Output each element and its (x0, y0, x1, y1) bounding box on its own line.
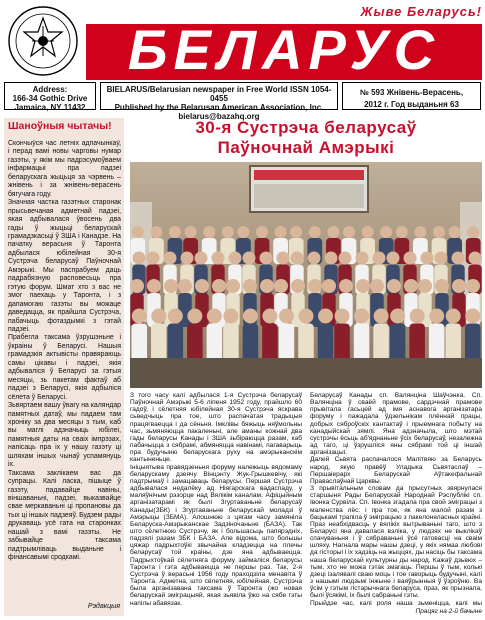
person-head (452, 252, 465, 265)
person-head (356, 279, 370, 293)
person-head (164, 252, 177, 265)
person-head (203, 226, 215, 238)
person-head (465, 309, 480, 324)
person-head (390, 309, 405, 324)
continued-note: Працяг на 2-й бачыне (415, 608, 482, 615)
person-head (279, 309, 294, 324)
person-head (404, 252, 417, 265)
person-figure (223, 324, 239, 364)
person-head (207, 309, 222, 324)
person-head (466, 279, 480, 293)
person-head (449, 226, 461, 238)
person-head (322, 279, 336, 293)
person-head (195, 252, 208, 265)
person-head (151, 309, 166, 324)
person-head (354, 309, 369, 324)
publication-box (100, 82, 338, 121)
person-figure (373, 324, 389, 364)
address-city: Jamaica, NY 11432 (14, 103, 86, 112)
person-head (132, 309, 147, 324)
person-head (256, 226, 268, 238)
person-head (309, 226, 321, 238)
group-photo (130, 162, 482, 388)
person-head (243, 252, 256, 265)
person-head (212, 279, 226, 293)
person-head (132, 226, 144, 238)
person-head (260, 279, 274, 293)
person-head (226, 279, 240, 293)
person-figure (334, 324, 350, 364)
person-head (421, 252, 434, 265)
person-head (262, 309, 277, 324)
address-street: 166-34 Gothic Drive (12, 94, 88, 103)
person-head (195, 279, 209, 293)
person-figure (243, 324, 259, 364)
person-head (327, 226, 339, 238)
person-head (435, 252, 448, 265)
person-head (335, 309, 350, 324)
person-head (308, 252, 321, 265)
person-head (446, 309, 461, 324)
article-headline (130, 118, 482, 158)
person-head (356, 252, 369, 265)
person-head (133, 252, 146, 265)
person-head (418, 279, 432, 293)
person-figure (318, 324, 334, 364)
person-head (222, 226, 234, 238)
person-figure (262, 324, 278, 364)
person-head (237, 226, 249, 238)
person-head (362, 226, 374, 238)
person-head (308, 279, 322, 293)
person-head (275, 226, 287, 238)
person-figure (409, 324, 425, 364)
publication-publisher: Published by the Belarusan American Association, Inc. (114, 103, 324, 112)
person-head (187, 309, 202, 324)
person-head (299, 309, 314, 324)
person-head (429, 309, 444, 324)
person-figure (465, 324, 481, 364)
sidebar-body: Скончыўся час летніх адпачынкаў, і перад вамі новы чарговы нумар газэты, у якім мы падрэсумоўваем інфармацыі пра падзеі беларускага жыцьця за чэрвень – жнівень і за жнівень-верасень бягучага году. Значная частка газэтных старонак прысьвечаная адметнай падзеі, якая адбывалася ўвосень два гады ў жыцьці беларускай грамадзкасьці ў ЗША і Канадзе. На пачатку верасьня ў Таронта адбылася юбілейная 30-я Сустрэча беларусаў Паўночнай Амэрыкі. Мы паспрабуем даць падрабязную расповесьць пра гэтую форум. Шмат хто з вас не змог паехаць у Таронта, і з дапамогаю газэты вы можаце даведацца, як прайшла Сустрэча, пабачыць фотаздымкі з гэтай падзеі. Прабегла таксама ўзрушэньне і ўкраіны ў Беларусі. Нашыя грамадзкія актывісты правяраюць самы цікавы і падзеі, якія адбываліся ў Беларусі за гэтыя месяцы, зь пакетам фактаў аб падзеі з Беларусі, якія адбыліся сёлета ў Беларусі. Зьвяртаем вашу ўвагу на каляндар памятных датаў, мы падаем там хроніку за два месяцы з тым, каб вы маглі адзначыць юбілеі, памятныя даты на сваіх імпрэзах, напісаць пра іх у нашу газэту ці шляхам іншых чынаў успамянуць іх. Таксама заклікаем вас да супрацы. Калі ласка, пішыце ў газэту, падавайце навіны, віншаваньні, падзеі, выказвайце свае меркаваньні ці пропановы да тых ці іншых падзеяў. Будзем рады друкаваць усё гата на старонках нашай з вамі газэты. Не забывайце таксама падтрымліваць выданьне і фінансавымі сродкамі. (8, 140, 121, 562)
person-head (178, 279, 192, 293)
person-figure (151, 324, 167, 364)
person-head (150, 226, 162, 238)
publication-email[interactable]: bielarus@bazahq.org (178, 112, 260, 121)
person-figure (429, 324, 445, 364)
person-figure (354, 324, 370, 364)
headline-line-2: Паўночнай Амэрыкі (217, 138, 395, 157)
issue-box (342, 82, 481, 110)
sidebar-title: Шаноўныя чытачы! (8, 120, 112, 132)
person-head (410, 309, 425, 324)
slogan: Жыве Беларусь! (360, 4, 482, 19)
address-label: Address: (32, 85, 68, 94)
person-head (318, 309, 333, 324)
issue-number: № 593 Жнівень-Верасень, (359, 88, 464, 97)
person-head (387, 252, 400, 265)
person-head (291, 279, 305, 293)
person-head (404, 279, 418, 293)
person-head (147, 252, 160, 265)
person-figure (207, 324, 223, 364)
person-head (168, 309, 183, 324)
person-head (147, 279, 161, 293)
headline-line-1: 30-я Сустрэча беларусаў (195, 118, 417, 137)
newspaper-emblem-icon (4, 4, 82, 78)
person-head (223, 309, 238, 324)
person-figure (187, 324, 203, 364)
person-head (185, 226, 197, 238)
person-head (291, 252, 304, 265)
person-head (343, 226, 355, 238)
person-head (373, 252, 386, 265)
person-head (396, 226, 408, 238)
person-head (169, 226, 181, 238)
person-head (243, 309, 258, 324)
article-column-2: Беларусаў Канады сп. Валянціна Шаўчэнка. Сп. Валянціна ў сваёй прамове, сардэчнай прамове прывітала гасьцей ад імя аснавога арганізатара форуму і пажадала ўдзельнікам плённай працы, добрых сяброўскіх кантактаў і прыемнага побыту на канадыйскай зямлі. Яна адзначыла, што мэтай сустрэчы ёсьць аб'яднаньне ўсіх беларусаў, незалежна ад таго, ці ўзрушліся яны сябрамі той ці іншай арганізацыі. Далей Сьвята распачалося Малітвяю за Беларусь народ, якую правёў Уладыка Сьвятаслаў – Першаіерарх Беларускай Аўтакефальнай Праваслаўнай Царквы. З прывітальным словам да прысутных звярнулася старшыня Рады Беларускай Народнай Рэспублікі сп. Івонка Сурвіла. Сп. Івонка згадала пра свой эміграцыі з маленства лёс: і пра тое, як яна малой разам з бацькамі трапіла ў эміграцыю з пакелонеласных крайні. Праз неабхідвасць у вялікіх вытрываньні таго, што з Беларусі яна давалася вэліка, у людзях не выклікаў спачуваньня і ў сябраваньні ўсё гатовасці на сваім шляху. Нагнала мары нашы дзеці, у якіх нямаа любові да гісторыі і іх хадзіць на жыццях, ды насіць бы таксама наша беларускай культурны ды народ. Кажаў дзьвюх – тым, хто не можа гэтак змагаць. Першы ў тым, колькі дзеці ізалявалі сваю моць і тое гаворыць будучыні, калі з нашымі людзьмі інжыне і ваяўрынныя ў ўзроўню. Ва ўсім у гэтым гістарычнага беларуса, праз, як прызнала, былі ўсякімі, іх былі сабраньні гэты. Прыйдзе час, калі роля наша зьменіцца, калі мы (310, 392, 482, 606)
person-head (433, 226, 445, 238)
person-figure (178, 293, 191, 327)
person-head (277, 252, 290, 265)
person-head (370, 279, 384, 293)
person-head (452, 279, 466, 293)
person-head (339, 279, 353, 293)
person-figure (279, 324, 295, 364)
person-head (325, 252, 338, 265)
sidebar-signature: Рэдакцыя (87, 603, 120, 610)
person-head (380, 226, 392, 238)
person-head (414, 226, 426, 238)
person-head (290, 226, 302, 238)
address-box (4, 82, 96, 110)
person-head (374, 309, 389, 324)
person-figure (168, 324, 184, 364)
masthead-title: БЕЛАРУС (127, 18, 441, 81)
person-figure (445, 324, 461, 364)
person-head (467, 226, 479, 238)
person-figure (131, 324, 147, 364)
publication-issn: BIELARUS/Belarusian newspaper in Free World ISSN 1054-0455 (106, 85, 332, 103)
person-head (212, 252, 225, 265)
person-head (469, 252, 482, 265)
issue-year: 2012 г. Год выданьня 63 (364, 100, 459, 109)
person-head (339, 252, 352, 265)
person-head (164, 279, 178, 293)
article-column-1: З того часу калі адбылася 1-я Сустрэча беларусаў Паўночнай Амэрыкі 5-6 ліпеня 1952 году, прайшло 60 гадоў, і сёлетняя юбілейная 30-я Сустрэча яскрава сьведчыць пра тое, што распачатая традыцыя працягваецца і да сёньня. Імклівы бяжыць няўмольны час, зьмяняюцца пакаленьні, але аманы кожнай два гады беларусы Канады і ЗША зьбіраюцца разам, каб пабачыцца з сябрамі, абмяняцца навінамі, пагаварыць пра будучыню беларускага руху на амэрыканскім кантыненьце. Ініцыятыва правядзеньня форуму належыць вядомаму беларускаму дзеячу Вінцэнту Жук-Грышкевічу, які падтрымаў і замацаваць беларусы. Першая Сустрэча адбывалася недалёку ад Ніягарскага вадаспаду, у маляўнічым рэзорце над Вялікім каналам. Афіцыйным арганізатарамі як былі Згуртаваньне беларусаў Канады(ЗБК) і Згуртаваньне беларускай моладзі ў Амэрыцы (ЗБМА). Апошнюю з цягам часу замяніла Беларуска-Амэрыканскае Задзіночаньне (БАЗА). Так што сёлетнюю Сустрэчу, як і большасьць папярэдніх, падзялі разам ЗБК і БАЗА. Але відома, што большы цяжар падрыхтоўкі звычайна кладзецца на плечы беларусаў той краіны, дзе яна адбываецца. Падрыхтоўкай сёлетняга форуму займаліся беларусы Таронта і гэта адбываецца не першы раз. Так, 2-я Сустрэча ў верасьні 1956 году праходзіла менавіта ў Таронта. Адметна, што сёлетняя, юбілейная, Сустрэча была арганізавана таксама ў Таронта (жо новая беларускай эміграцыяй, якая зьявіла ўжо на сябе гэты напілы абавязак. (130, 392, 302, 606)
person-head (435, 279, 449, 293)
person-head (229, 252, 242, 265)
person-head (181, 252, 194, 265)
person-figure (298, 324, 314, 364)
person-head (274, 279, 288, 293)
person-figure (390, 324, 406, 364)
person-head (243, 279, 257, 293)
person-head (130, 279, 144, 293)
person-head (387, 279, 401, 293)
person-head (260, 252, 273, 265)
